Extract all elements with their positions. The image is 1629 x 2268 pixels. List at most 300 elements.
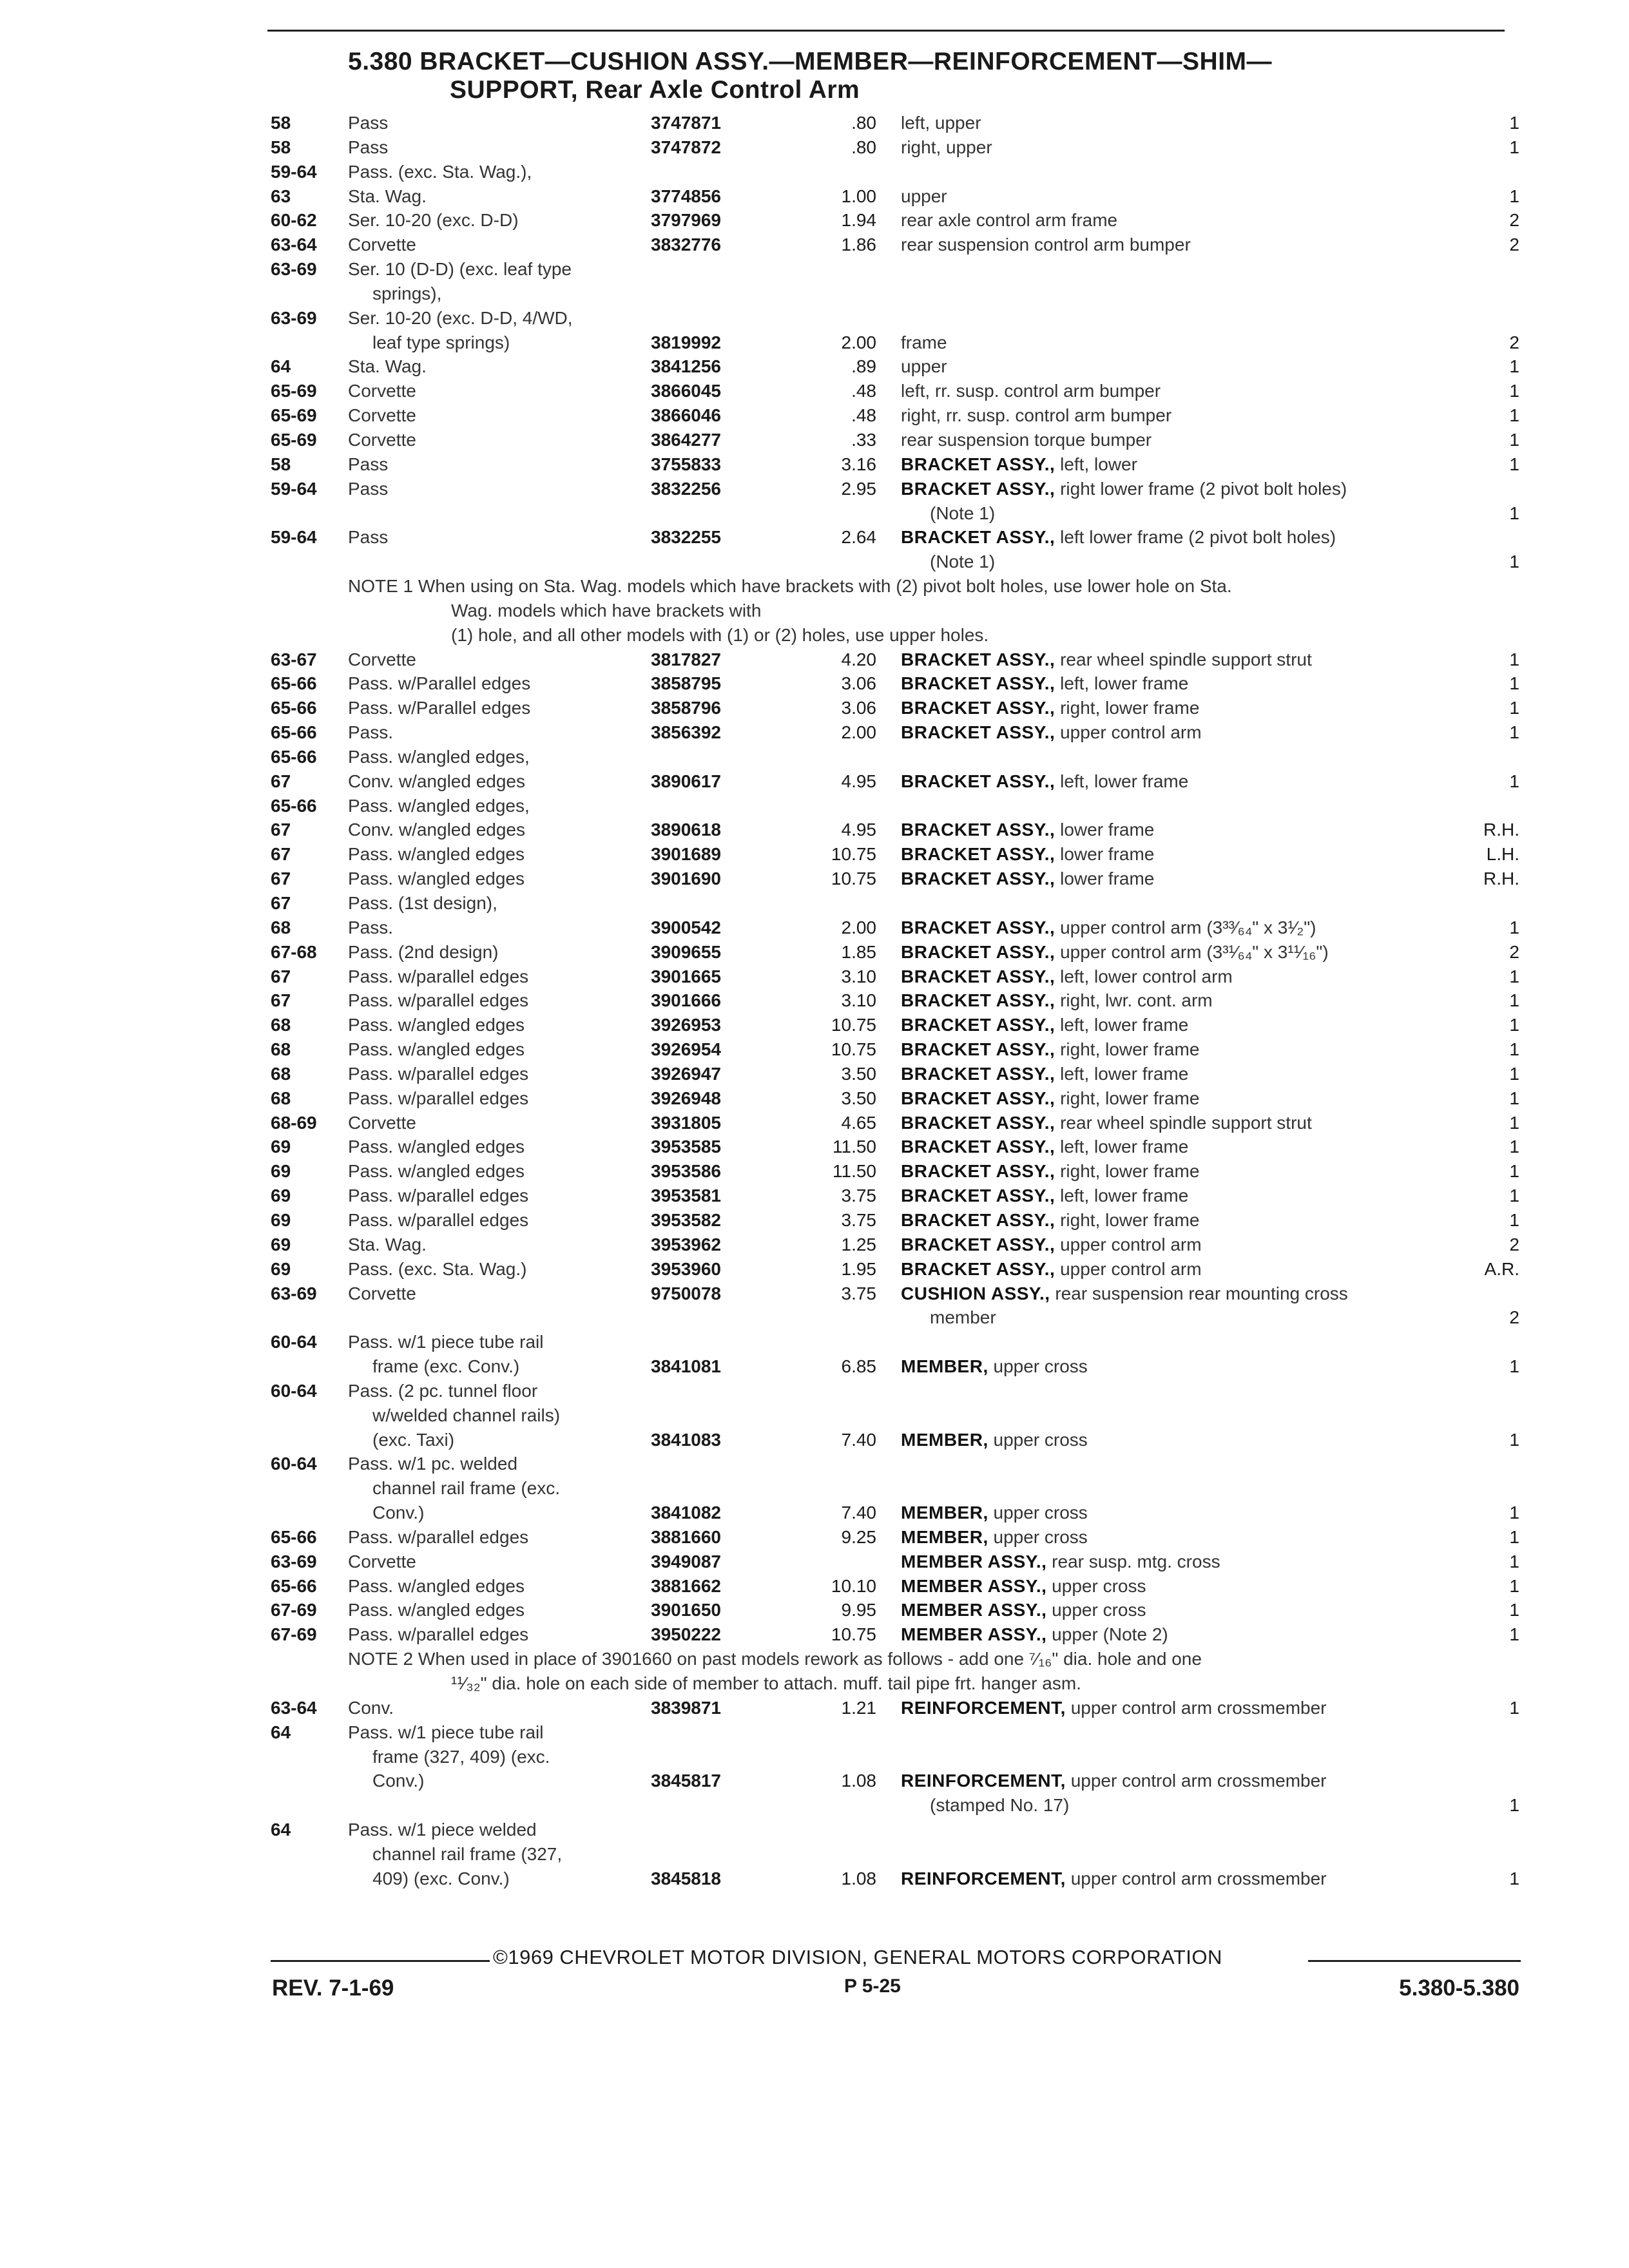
quantity: 1 — [1509, 917, 1519, 937]
description — [901, 184, 947, 209]
list-price: 11.50 — [833, 1161, 876, 1182]
description-text: upper cross — [993, 1503, 1088, 1523]
description — [901, 1354, 1088, 1379]
application: Pass. w/parallel edges — [348, 1088, 529, 1108]
quantity: 1 — [1509, 405, 1519, 426]
application: Pass. w/parallel edges — [348, 966, 529, 986]
description — [901, 1184, 1188, 1208]
quantity: 1 — [1509, 1429, 1519, 1450]
table-row — [0, 1403, 1629, 1428]
part-name: REINFORCEMENT, — [901, 1771, 1066, 1791]
table-row — [0, 1257, 1629, 1282]
quantity: 1 — [1509, 1161, 1519, 1182]
model-year: 63-67 — [271, 649, 317, 669]
list-price: 10.75 — [831, 869, 876, 889]
description — [901, 208, 1117, 233]
quantity: 1 — [1509, 552, 1519, 572]
list-price: 7.40 — [841, 1503, 876, 1523]
model-year: 64 — [271, 1820, 291, 1840]
model-year: 59-64 — [271, 161, 317, 182]
application: Corvette — [348, 429, 416, 450]
part-name: BRACKET ASSY., — [901, 1258, 1055, 1279]
model-year: 65-66 — [271, 722, 317, 743]
quantity: 1 — [1509, 1624, 1519, 1645]
table-row — [0, 1135, 1629, 1159]
model-year: 65-66 — [271, 795, 317, 816]
part-number: 3841256 — [651, 356, 722, 377]
application: Pass. (exc. Sta. Wag.) — [348, 1258, 527, 1279]
application: Pass. w/angled edges, — [348, 795, 530, 816]
quantity: 1 — [1509, 1551, 1519, 1571]
table-row — [0, 1867, 1629, 1891]
list-price: 7.40 — [841, 1429, 876, 1450]
footer-rule-left — [271, 1960, 490, 1962]
quantity: 1 — [1509, 454, 1519, 474]
model-year: 67-69 — [271, 1624, 317, 1645]
part-name: BRACKET ASSY., — [901, 1161, 1055, 1182]
part-name: REINFORCEMENT, — [901, 1868, 1066, 1888]
description-text: upper cross — [993, 1429, 1088, 1450]
part-number: 3901690 — [651, 869, 722, 889]
model-year: 65-69 — [271, 405, 317, 426]
table-row — [0, 891, 1629, 916]
quantity: 1 — [1509, 771, 1519, 791]
list-price: 3.06 — [841, 673, 876, 694]
model-year: 69 — [271, 1209, 291, 1230]
application: Pass. — [348, 917, 394, 937]
part-number: 3839871 — [651, 1697, 722, 1718]
table-row — [0, 842, 1629, 867]
table-row — [0, 1745, 1629, 1769]
model-year: 67 — [271, 893, 291, 913]
table-row — [0, 1428, 1629, 1452]
part-number: 3832256 — [651, 478, 722, 499]
part-name: BRACKET ASSY., — [901, 941, 1055, 962]
model-year: 59-64 — [271, 527, 317, 548]
part-number: 3953582 — [651, 1209, 722, 1230]
part-name: CUSHION ASSY., — [901, 1283, 1050, 1303]
description — [901, 1867, 1327, 1891]
table-row — [0, 745, 1629, 769]
table-row — [0, 1842, 1629, 1867]
list-price: 10.10 — [831, 1575, 876, 1596]
model-year: 68 — [271, 917, 291, 937]
model-year: 60-62 — [271, 210, 317, 231]
application: Pass. w/angled edges, — [348, 746, 530, 767]
application: Sta. Wag. — [348, 1234, 427, 1254]
table-row — [0, 1208, 1629, 1233]
description — [901, 1111, 1312, 1135]
application: Conv. — [348, 1697, 394, 1718]
table-row — [0, 648, 1629, 672]
quantity: 1 — [1509, 356, 1519, 377]
section-title — [348, 48, 1272, 104]
description — [901, 1062, 1188, 1086]
table-row — [0, 1769, 1629, 1793]
application: Pass. (exc. Sta. Wag.), — [348, 161, 532, 182]
part-number: 3949087 — [651, 1551, 722, 1571]
description — [901, 1769, 1327, 1793]
list-price: 3.16 — [841, 454, 876, 474]
model-year: 68-69 — [271, 1112, 317, 1133]
description — [901, 1525, 1088, 1550]
part-name: MEMBER ASSY., — [901, 1600, 1047, 1620]
part-number: 3841083 — [651, 1429, 722, 1450]
list-price: 1.21 — [841, 1697, 876, 1718]
application: Corvette — [348, 381, 416, 401]
description — [901, 720, 1202, 745]
quantity: 1 — [1509, 1112, 1519, 1133]
table-row — [0, 1818, 1629, 1842]
quantity: A.R. — [1484, 1258, 1519, 1279]
quantity: 2 — [1509, 235, 1519, 255]
description — [901, 379, 1161, 403]
model-year: 65-66 — [271, 673, 317, 694]
list-price: 1.08 — [841, 1868, 876, 1888]
application: Sta. Wag. — [348, 186, 427, 206]
application: Pass. w/1 piece tube rail — [348, 1722, 544, 1742]
part-number: 3909655 — [651, 941, 722, 962]
model-year: 65-66 — [271, 698, 317, 718]
quantity: 1 — [1509, 1526, 1519, 1547]
list-price: 6.85 — [841, 1356, 876, 1377]
model-year: 68 — [271, 1015, 291, 1035]
revision-date: REV. 7-1-69 — [272, 1975, 394, 2001]
note-continued: (1) hole, and all other models with (1) or (2) holes, use upper holes. — [451, 624, 989, 645]
description — [901, 1598, 1146, 1622]
description-text: right, lower frame — [1060, 698, 1200, 718]
table-row — [0, 794, 1629, 818]
list-price: 3.75 — [841, 1209, 876, 1230]
description-text: upper — [901, 186, 947, 206]
quantity: 1 — [1509, 1868, 1519, 1888]
table-row — [0, 477, 1629, 501]
table-row — [0, 379, 1629, 403]
quantity: 1 — [1509, 966, 1519, 986]
table-row — [0, 428, 1629, 452]
quantity: 1 — [1509, 1088, 1519, 1108]
application: Ser. 10-20 (exc. D-D) — [348, 210, 519, 231]
description-text: upper cross — [1052, 1575, 1146, 1596]
description — [901, 331, 947, 355]
table-row — [0, 1330, 1629, 1354]
quantity: 1 — [1509, 503, 1519, 523]
part-name: BRACKET ASSY., — [901, 1063, 1055, 1084]
part-number: 3901665 — [651, 966, 722, 986]
part-name: BRACKET ASSY., — [901, 527, 1055, 548]
description-text: right, rr. susp. control arm bumper — [901, 405, 1172, 426]
part-number: 3901650 — [651, 1600, 722, 1620]
model-year: 69 — [271, 1234, 291, 1254]
table-row — [0, 354, 1629, 379]
description — [901, 233, 1191, 257]
part-number: 3841081 — [651, 1356, 722, 1377]
part-name: BRACKET ASSY., — [901, 1039, 1055, 1060]
table-row — [0, 599, 1629, 623]
part-name: BRACKET ASSY., — [901, 917, 1055, 937]
quantity: 1 — [1509, 1063, 1519, 1084]
description — [901, 1135, 1188, 1159]
table-row — [0, 135, 1629, 160]
description-text: upper control arm — [1060, 722, 1202, 743]
model-year: 64 — [271, 356, 291, 377]
part-number: 3774856 — [651, 186, 722, 206]
application: Pass. w/angled edges — [348, 1161, 525, 1182]
part-number: 3755833 — [651, 454, 722, 474]
model-year: 63-64 — [271, 1697, 317, 1718]
table-row — [0, 1282, 1629, 1306]
table-row — [0, 1671, 1629, 1696]
model-year: 67-69 — [271, 1600, 317, 1620]
table-row — [0, 769, 1629, 794]
part-number: 3926948 — [651, 1088, 722, 1108]
part-number: 3858796 — [651, 698, 722, 718]
note-text: NOTE 1 When using on Sta. Wag. models which have brackets with (2) pivot bolt holes, use lower hole on Sta. — [348, 576, 1232, 597]
application: Pass. (2 pc. tunnel floor — [348, 1380, 538, 1401]
description-text: left lower frame (2 pivot bolt holes) — [1060, 527, 1336, 548]
table-row — [0, 1184, 1629, 1208]
part-name: BRACKET ASSY., — [901, 1088, 1055, 1108]
quantity: 1 — [1509, 698, 1519, 718]
model-year: 60-64 — [271, 1332, 317, 1352]
description — [901, 988, 1213, 1013]
model-year: 63-69 — [271, 307, 317, 328]
list-price: 3.75 — [841, 1283, 876, 1303]
description — [901, 135, 992, 160]
description-text: left, lower frame — [1060, 771, 1189, 791]
description-text: right, lower frame — [1060, 1039, 1200, 1060]
table-row — [0, 550, 1629, 574]
model-year: 65-66 — [271, 746, 317, 767]
application: channel rail frame (exc. — [372, 1478, 561, 1499]
application: Corvette — [348, 1551, 416, 1571]
application: Pass — [348, 137, 389, 157]
description — [901, 940, 1329, 965]
application: w/welded channel rails) — [372, 1405, 561, 1425]
part-number: 3881660 — [651, 1526, 722, 1547]
part-number: 3931805 — [651, 1112, 722, 1133]
footer-rule-right — [1308, 1960, 1521, 1962]
quantity: 1 — [1509, 1209, 1519, 1230]
application: Pass. w/angled edges — [348, 844, 525, 865]
model-year: 67 — [271, 820, 291, 840]
description-text: rear wheel spindle support strut — [1060, 1112, 1312, 1133]
part-number: 3866045 — [651, 381, 722, 401]
model-year: 69 — [271, 1137, 291, 1157]
part-number: 9750078 — [651, 1283, 722, 1303]
table-row — [0, 1525, 1629, 1550]
part-name: MEMBER ASSY., — [901, 1575, 1047, 1596]
list-price: 10.75 — [831, 1039, 876, 1060]
application: Sta. Wag. — [348, 356, 427, 377]
list-price: 3.75 — [841, 1186, 876, 1206]
application: Pass — [348, 113, 389, 133]
application: channel rail frame (327, — [372, 1843, 563, 1864]
description — [901, 428, 1152, 452]
part-number: 3953962 — [651, 1234, 722, 1254]
description-text: upper cross — [993, 1356, 1088, 1377]
quantity: 1 — [1509, 649, 1519, 669]
table-row — [0, 916, 1629, 940]
quantity: 2 — [1509, 210, 1519, 231]
application: 409) (exc. Conv.) — [372, 1868, 510, 1888]
description-text: right, lower frame — [1060, 1209, 1200, 1230]
part-name: BRACKET ASSY., — [901, 698, 1055, 718]
table-row — [0, 282, 1629, 306]
part-number: 3901689 — [651, 844, 722, 865]
description-text: rear wheel spindle support strut — [1060, 649, 1312, 669]
description-text: upper cross — [1052, 1600, 1146, 1620]
description-text: left, lower frame — [1060, 1063, 1189, 1084]
description-text: upper cross — [993, 1526, 1088, 1547]
description-text: upper — [901, 356, 947, 377]
description — [901, 1086, 1199, 1111]
quantity: 1 — [1509, 137, 1519, 157]
description-continued: (stamped No. 17) — [930, 1795, 1070, 1816]
description-text: left, lower frame — [1060, 673, 1189, 694]
model-year: 58 — [271, 137, 291, 157]
description — [901, 867, 1154, 891]
list-price: 9.95 — [841, 1600, 876, 1620]
description — [901, 769, 1188, 794]
part-number: 3819992 — [651, 332, 722, 352]
table-row — [0, 1501, 1629, 1525]
part-number: 3845817 — [651, 1771, 722, 1791]
description-text: lower frame — [1060, 820, 1155, 840]
table-row — [0, 525, 1629, 550]
description-text: lower frame — [1060, 869, 1155, 889]
application: Pass. w/1 piece welded — [348, 1820, 537, 1840]
list-price: 3.10 — [841, 966, 876, 986]
description — [901, 965, 1233, 989]
quantity: 1 — [1509, 673, 1519, 694]
quantity: 1 — [1509, 1575, 1519, 1596]
part-name: BRACKET ASSY., — [901, 820, 1055, 840]
part-number: 3856392 — [651, 722, 722, 743]
list-price: 3.06 — [841, 698, 876, 718]
table-row — [0, 1233, 1629, 1257]
table-row — [0, 1037, 1629, 1062]
list-price: 1.85 — [841, 941, 876, 962]
description — [901, 1159, 1199, 1184]
table-row — [0, 403, 1629, 428]
description — [901, 1696, 1327, 1720]
copyright-line: ©1969 CHEVROLET MOTOR DIVISION, GENERAL MOTORS CORPORATION — [493, 1946, 1222, 1968]
list-price: 4.95 — [841, 771, 876, 791]
model-year: 67 — [271, 844, 291, 865]
description-continued: (Note 1) — [930, 503, 996, 523]
part-name: BRACKET ASSY., — [901, 990, 1055, 1011]
application: Pass. w/parallel edges — [348, 1526, 529, 1547]
part-number: 3864277 — [651, 429, 722, 450]
description — [901, 916, 1316, 940]
table-row — [0, 1013, 1629, 1037]
application: Pass. w/angled edges — [348, 1015, 525, 1035]
table-row — [0, 940, 1629, 965]
part-number: 3953960 — [651, 1258, 722, 1279]
description — [901, 842, 1154, 867]
application: Pass. w/parallel edges — [348, 990, 529, 1011]
application: Pass. — [348, 722, 394, 743]
quantity: 2 — [1509, 1307, 1519, 1328]
model-year: 63-64 — [271, 235, 317, 255]
model-year: 68 — [271, 1063, 291, 1084]
table-row — [0, 208, 1629, 233]
quantity: 1 — [1509, 1795, 1519, 1816]
model-year: 67 — [271, 869, 291, 889]
list-price: 1.86 — [841, 235, 876, 255]
description — [901, 696, 1199, 720]
application: leaf type springs) — [372, 332, 510, 352]
description-text: upper control arm — [1060, 1258, 1202, 1279]
list-price: 1.95 — [841, 1258, 876, 1279]
model-year: 69 — [271, 1186, 291, 1206]
table-row — [0, 1720, 1629, 1745]
table-row — [0, 1550, 1629, 1574]
model-year: 60-64 — [271, 1380, 317, 1401]
part-number: 3926947 — [651, 1063, 722, 1084]
description — [901, 111, 981, 135]
list-price: 2.00 — [841, 917, 876, 937]
table-row — [0, 111, 1629, 135]
part-name: BRACKET ASSY., — [901, 1137, 1055, 1157]
part-name: BRACKET ASSY., — [901, 722, 1055, 743]
table-row — [0, 501, 1629, 526]
list-price: 10.75 — [831, 1624, 876, 1645]
quantity: 1 — [1509, 722, 1519, 743]
model-year: 63-69 — [271, 1283, 317, 1303]
description — [901, 1208, 1199, 1233]
model-year: 65-66 — [271, 1575, 317, 1596]
model-year: 63-69 — [271, 1551, 317, 1571]
part-number: 3953581 — [651, 1186, 722, 1206]
description — [901, 1501, 1088, 1525]
part-name: BRACKET ASSY., — [901, 844, 1055, 865]
table-row — [0, 1111, 1629, 1135]
table-row — [0, 1598, 1629, 1622]
part-name: MEMBER, — [901, 1526, 988, 1547]
quantity: 1 — [1509, 381, 1519, 401]
table-row — [0, 1476, 1629, 1501]
model-year: 59-64 — [271, 478, 317, 499]
part-number: 3890618 — [651, 820, 722, 840]
description-text: left, lower frame — [1060, 1186, 1189, 1206]
application: Pass. w/parallel edges — [348, 1186, 529, 1206]
table-row — [0, 867, 1629, 891]
description-text: rear susp. mtg. cross — [1052, 1551, 1220, 1571]
quantity: 1 — [1509, 1697, 1519, 1718]
application: Ser. 10-20 (exc. D-D, 4/WD, — [348, 307, 573, 328]
model-year: 68 — [271, 1039, 291, 1060]
model-year: 67-68 — [271, 941, 317, 962]
application: Corvette — [348, 649, 416, 669]
table-row — [0, 1159, 1629, 1184]
part-name: BRACKET ASSY., — [901, 1209, 1055, 1230]
table-row — [0, 331, 1629, 355]
table-row — [0, 965, 1629, 989]
model-year: 65-66 — [271, 1526, 317, 1547]
part-name: MEMBER, — [901, 1356, 988, 1377]
quantity: 2 — [1509, 941, 1519, 962]
description-text: right, lower frame — [1060, 1161, 1200, 1182]
description — [901, 1550, 1220, 1574]
model-year: 67 — [271, 771, 291, 791]
application: Conv.) — [372, 1503, 425, 1523]
quantity: R.H. — [1483, 869, 1519, 889]
list-price: 1.25 — [841, 1234, 876, 1254]
description-text: lower frame — [1060, 844, 1155, 865]
description-text: frame — [901, 332, 947, 352]
